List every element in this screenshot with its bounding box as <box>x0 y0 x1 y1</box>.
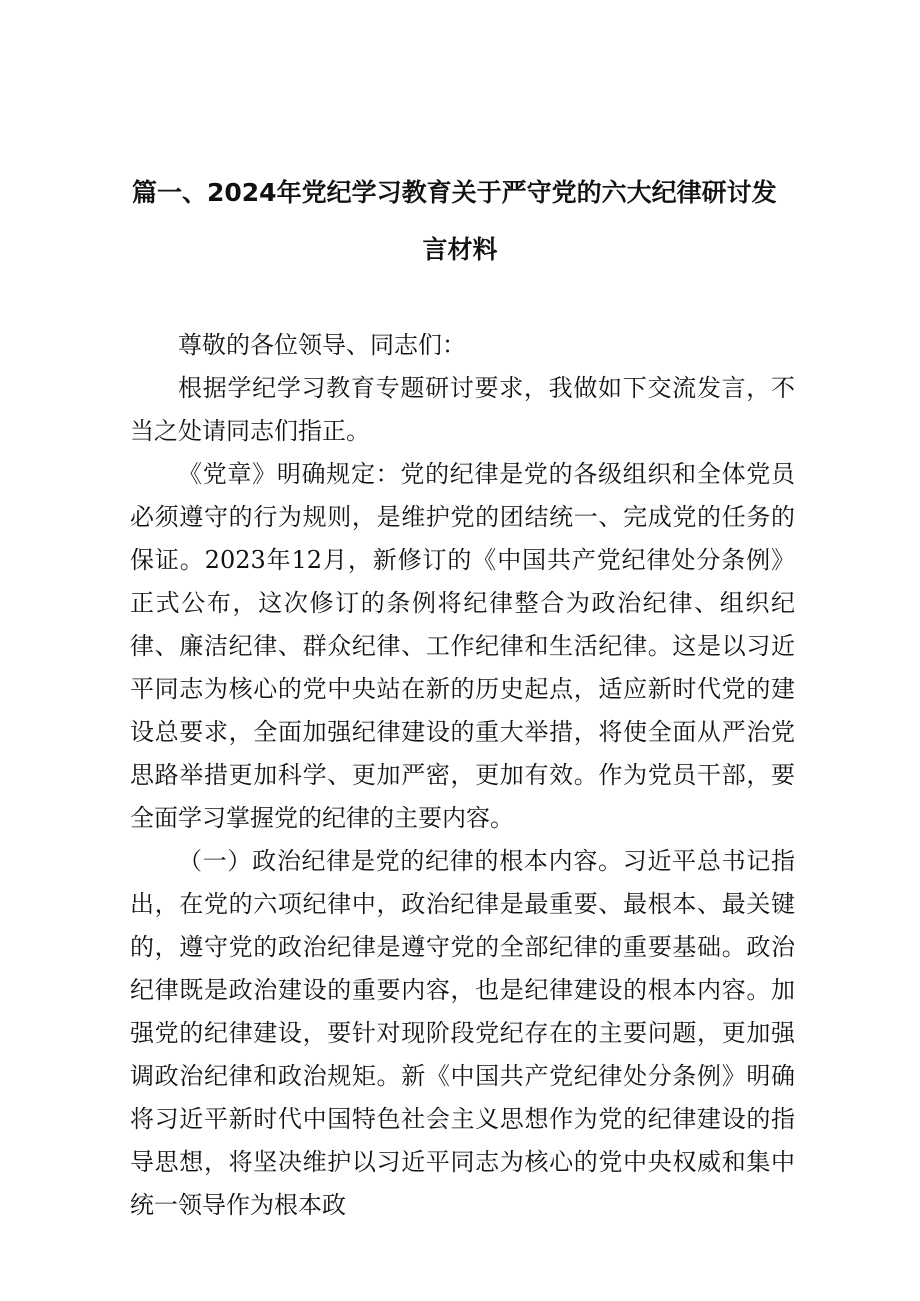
paragraph-party-constitution: 《党章》明确规定：党的纪律是党的各级组织和全体党员必须遵守的行为规则，是维护党的团结统一、完成党的任务的保证。2023年12月，新修订的《中国共产党纪律处分条例》正式公布，这次修订的条例将纪律整合为政治纪律、组织纪律、廉洁纪律、群众纪律、工作纪律和生活纪律。这是以习近平同志为核心的党中央站在新的历史起点，适应新时代党的建设总要求，全面加强纪律建设的重大举措，将使全面从严治党思路举措更加科学、更加严密，更加有效。作为党员干部，要全面学习掌握党的纪律的主要内容。 <box>130 460 795 832</box>
document-body <box>130 324 795 1227</box>
paragraph-political-discipline: （一）政治纪律是党的纪律的根本内容。习近平总书记指出，在党的六项纪律中，政治纪律是最重要、最根本、最关键的，遵守党的政治纪律是遵守党的全部纪律的重要基础。政治纪律既是政治建设的重要内容，也是纪律建设的根本内容。加强党的纪律建设，要针对现阶段党纪存在的主要问题，更加强调政治纪律和政治规矩。新《中国共产党纪律处分条例》明确将习近平新时代中国特色社会主义思想作为党的纪律建设的指导思想，将坚决维护以习近平同志为核心的党中央权威和集中统一领导作为根本政 <box>130 847 795 1219</box>
greeting: 尊敬的各位领导、同志们： <box>178 331 466 359</box>
document-title-line-1: 篇一、2024年党纪学习教育关于严守党的六大纪律研讨发 <box>132 178 777 207</box>
paragraph-intro: 根据学纪学习教育专题研讨要求，我做如下交流发言，不当之处请同志们指正。 <box>130 374 795 445</box>
document-title-line-2: 言材料 <box>422 235 498 264</box>
